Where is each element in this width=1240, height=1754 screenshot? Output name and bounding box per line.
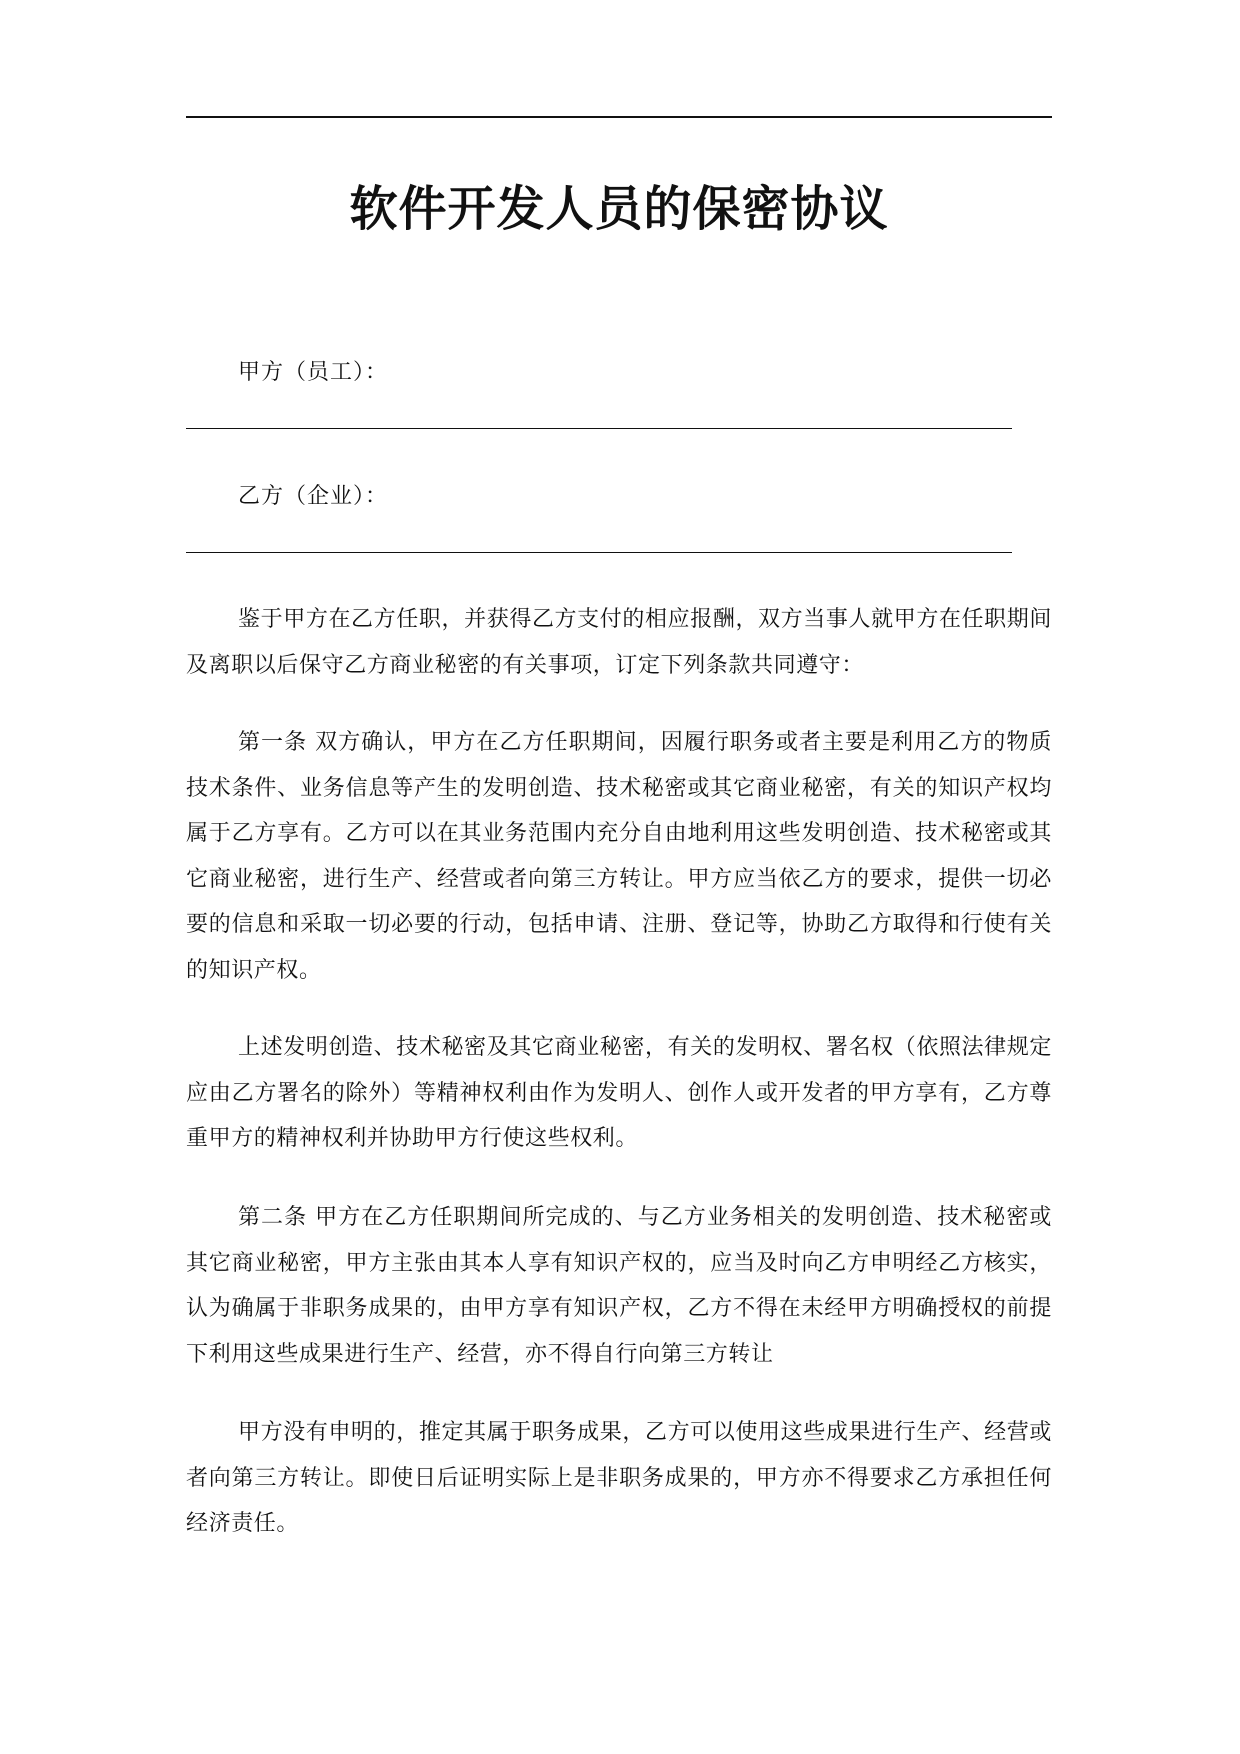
article-1-paragraph: 第一条 双方确认，甲方在乙方任职期间，因履行职务或者主要是利用乙方的物质技术条件、业务信息等产生的发明创造、技术秘密或其它商业秘密，有关的知识产权均属于乙方享有。乙方可以在其业务范围内充分自由地利用这些发明创造、技术秘密或其它商业秘密，进行生产、经营或者向第三方转让。甲方应当依乙方的要求，提供一切必要的信息和采取一切必要的行动，包括申请、注册、登记等，协助乙方取得和行使有关的知识产权。 [186,730,1052,983]
header-rule [186,116,1052,118]
party-b-fill-line [186,552,1012,553]
article-2-paragraph: 第二条 甲方在乙方任职期间所完成的、与乙方业务相关的发明创造、技术秘密或其它商业秘密，甲方主张由其本人享有知识产权的，应当及时向乙方申明经乙方核实，认为确属于非职务成果的，由甲方享有知识产权，乙方不得在未经甲方明确授权的前提下利用这些成果进行生产、经营，亦不得自行向第三方转让 [186,1205,1052,1367]
article-1-moral-rights-paragraph: 上述发明创造、技术秘密及其它商业秘密，有关的发明权、署名权（依照法律规定应由乙方署名的除外）等精神权利由作为发明人、创作人或开发者的甲方享有，乙方尊重甲方的精神权利并协助甲方行使这些权利。 [186,1035,1052,1151]
party-b-label: 乙方（企业）： [238,484,389,509]
party-a-fill-line [186,428,1012,429]
preamble-paragraph: 鉴于甲方在乙方任职，并获得乙方支付的相应报酬，双方当事人就甲方在任职期间及离职以后保守乙方商业秘密的有关事项，订定下列条款共同遵守： [186,607,1052,678]
article-2-undeclared-paragraph: 甲方没有申明的，推定其属于职务成果，乙方可以使用这些成果进行生产、经营或者向第三方转让。即使日后证明实际上是非职务成果的，甲方亦不得要求乙方承担任何经济责任。 [186,1420,1052,1536]
document-title: 软件开发人员的保密协议 [349,181,889,237]
party-a-label: 甲方（员工）： [238,360,389,385]
